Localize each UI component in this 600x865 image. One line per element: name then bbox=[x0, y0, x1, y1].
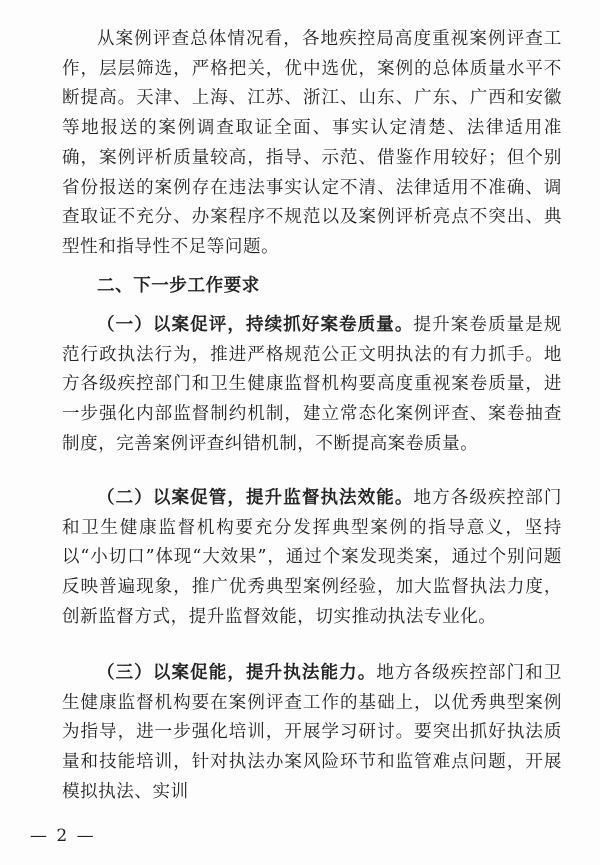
paragraph-item-3 bbox=[62, 659, 562, 808]
item-2-lead: （二）以案促管，提升监督执法效能。 bbox=[97, 488, 414, 508]
section-heading-next-steps: 二、下一步工作要求 bbox=[97, 276, 260, 296]
item-1-lead: （一）以案促评，持续抓好案卷质量。 bbox=[97, 315, 414, 335]
paragraph-item-1 bbox=[62, 311, 562, 460]
item-1-body: 提升案卷质量是规范行政执法行为，推进严格规范公正文明执法的有力抓手。地方各级疾控部门和卫生健康监督机构要高度重视案卷质量，进一步强化内部监督制约机制，建立常态化案例评查、案卷抽查制度，完善案例评查纠错机制，不断提高案卷质量。 bbox=[62, 315, 562, 454]
paragraph-evaluation-summary: 从案例评查总体情况看，各地疾控局高度重视案例评查工作，层层筛选，严格把关，优中选优，案例的总体质量水平不断提高。天津、上海、江苏、浙江、山东、广东、广西和安徽等地报送的案例调查取证全面、事实认定清楚、法律适用准确，案例评析质量较高，指导、示范、借鉴作用较好；但个别省份报送的案例存在违法事实认定不清、法律适用不准确、调查取证不充分、办案程序不规范以及案例评析亮点不突出、典型性和指导性不足等问题。 bbox=[62, 29, 562, 257]
page-number: — 2 — bbox=[30, 826, 96, 846]
item-3-body: 地方各级疾控部门和卫生健康监督机构要在案例评查工作的基础上，以优秀典型案例为指导，进一步强化培训，开展学习研讨。要突出抓好执法质量和技能培训，针对执法办案风险环节和监管难点问题，开展模拟执法、实训 bbox=[62, 663, 562, 802]
item-2-body: 地方各级疾控部门和卫生健康监督机构要充分发挥典型案例的指导意义，坚持以“小切口”体现“大效果”，通过个案发现类案，通过个别问题反映普遍现象，推广优秀典型案例经验，加大监督执法力度，创新监督方式，提升监督效能，切实推动执法专业化。 bbox=[62, 488, 562, 627]
paragraph-item-2 bbox=[62, 484, 562, 633]
item-3-lead: （三）以案促能，提升执法能力。 bbox=[97, 663, 377, 683]
